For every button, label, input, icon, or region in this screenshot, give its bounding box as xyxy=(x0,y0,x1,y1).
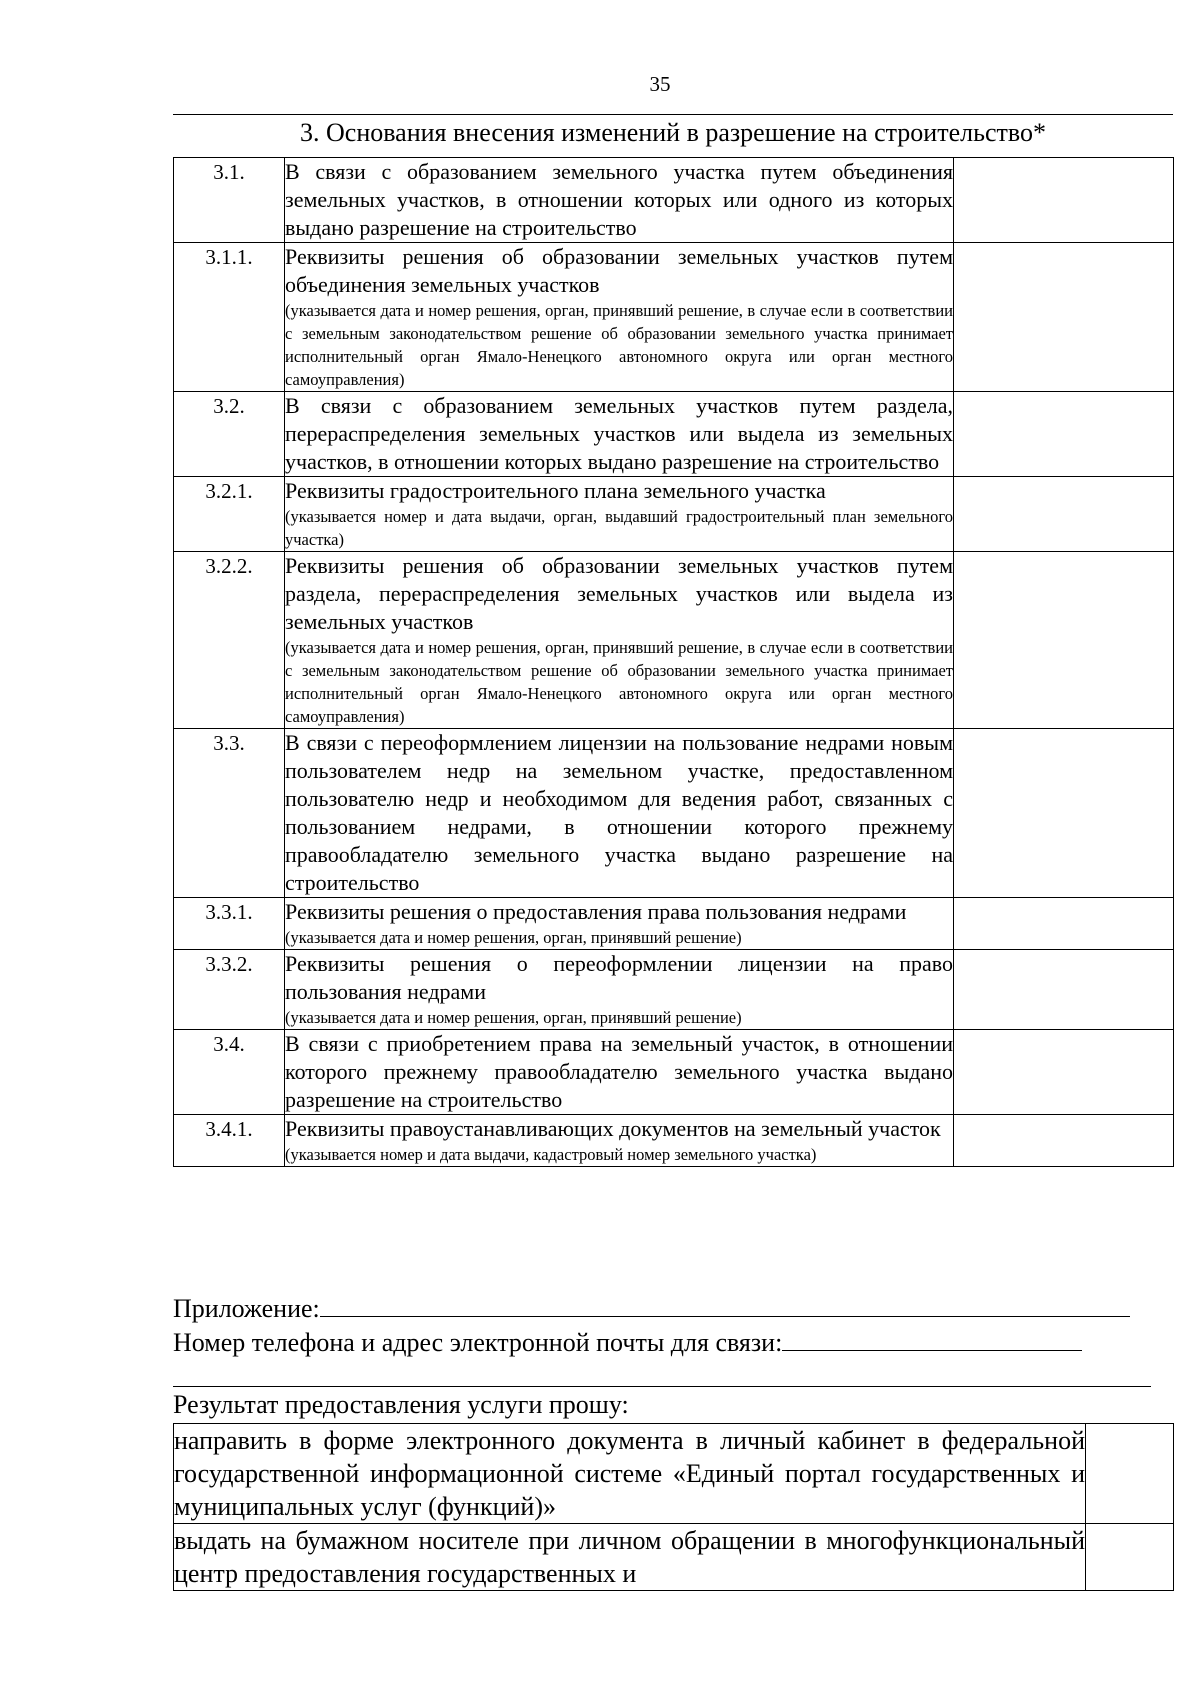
result-option-row xyxy=(174,1524,1174,1591)
basis-row-value-field[interactable] xyxy=(954,950,1174,1030)
basis-row-description xyxy=(285,243,954,392)
basis-row xyxy=(174,477,1174,552)
basis-row-value-field[interactable] xyxy=(954,729,1174,898)
basis-row xyxy=(174,950,1174,1030)
basis-row-number: 3.3. xyxy=(174,729,285,898)
basis-row-note: (указывается дата и номер решения, орган, принявший решение) xyxy=(285,1008,742,1027)
basis-row-text: Реквизиты решения об образовании земельных участков путем раздела, перераспределения земельных участков или выдела из земельных участков xyxy=(285,553,953,634)
basis-row-description xyxy=(285,950,954,1030)
basis-row xyxy=(174,729,1174,898)
contact-label: Номер телефона и адрес электронной почты для связи: xyxy=(173,1328,783,1357)
basis-row-text: Реквизиты решения о переоформлении лицензии на право пользования недрами xyxy=(285,951,953,1004)
basis-row-text: Реквизиты градостроительного плана земельного участка xyxy=(285,478,826,503)
basis-row xyxy=(174,158,1174,243)
basis-row-note: (указывается дата и номер решения, орган, принявший решение) xyxy=(285,928,742,947)
contact-field-continuation[interactable] xyxy=(173,1386,1151,1387)
basis-row-description xyxy=(285,1115,954,1167)
result-option-electronic-checkbox[interactable] xyxy=(1086,1424,1174,1524)
basis-row-description xyxy=(285,392,954,477)
basis-row-value-field[interactable] xyxy=(954,552,1174,729)
basis-row-note: (указывается дата и номер решения, орган, принявший решение, в случае если в соответствии с земельным законодательством решение об образовании земельного участка принимает исполнительный орган Ямало-Ненецкого автономного округа или орган местного самоуправления) xyxy=(285,301,953,389)
basis-row xyxy=(174,1115,1174,1167)
basis-row-number: 3.1.1. xyxy=(174,243,285,392)
basis-row-number: 3.3.1. xyxy=(174,898,285,950)
header-rule xyxy=(173,114,1173,115)
basis-row-description xyxy=(285,1030,954,1115)
basis-row-text: Реквизиты решения о предоставления права пользования недрами xyxy=(285,899,907,924)
basis-table xyxy=(173,157,1174,1167)
basis-row-value-field[interactable] xyxy=(954,1115,1174,1167)
basis-row xyxy=(174,243,1174,392)
basis-row-text: В связи с переоформлением лицензии на пользование недрами новым пользователем недр на земельном участке, предоставленном пользователю недр и необходимом для ведения работ, связанных с пользованием недрами, в отношении которого прежнему правообладателю земельного участка выдано разрешение на строительство xyxy=(285,730,953,895)
basis-row-text: Реквизиты правоустанавливающих документов на земельный участок xyxy=(285,1116,941,1141)
basis-row xyxy=(174,392,1174,477)
basis-row-number: 3.2.2. xyxy=(174,552,285,729)
basis-row-description xyxy=(285,552,954,729)
result-label: Результат предоставления услуги прошу: xyxy=(173,1390,629,1419)
appendix-field[interactable] xyxy=(320,1292,1130,1317)
basis-row-number: 3.2.1. xyxy=(174,477,285,552)
basis-row-description xyxy=(285,729,954,898)
basis-row-description xyxy=(285,158,954,243)
basis-row-number: 3.4. xyxy=(174,1030,285,1115)
basis-row-text: В связи с приобретением права на земельный участок, в отношении которого прежнему правообладателю земельного участка выдано разрешение на строительство xyxy=(285,1031,953,1112)
basis-row-note: (указывается дата и номер решения, орган, принявший решение, в случае если в соответствии с земельным законодательством решение об образовании земельного участка принимает исполнительный орган Ямало-Ненецкого автономного округа или орган местного самоуправления) xyxy=(285,638,953,726)
result-option-row xyxy=(174,1424,1174,1524)
basis-row xyxy=(174,898,1174,950)
basis-row-value-field[interactable] xyxy=(954,477,1174,552)
basis-row-note: (указывается номер и дата выдачи, орган, выдавший градостроительный план земельного участка) xyxy=(285,507,953,549)
result-option-paper-checkbox[interactable] xyxy=(1086,1524,1174,1591)
appendix-label: Приложение: xyxy=(173,1294,320,1323)
section-title: 3. Основания внесения изменений в разрешение на строительство* xyxy=(300,118,1046,147)
result-options-table xyxy=(173,1423,1174,1591)
contact-line xyxy=(173,1326,1082,1358)
page-number: 35 xyxy=(649,72,671,96)
result-option-paper: выдать на бумажном носителе при личном обращении в многофункциональный центр предоставления государственных и xyxy=(174,1524,1086,1591)
basis-row xyxy=(174,552,1174,729)
basis-row-number: 3.2. xyxy=(174,392,285,477)
basis-row-number: 3.4.1. xyxy=(174,1115,285,1167)
basis-row-value-field[interactable] xyxy=(954,392,1174,477)
result-option-electronic: направить в форме электронного документа в личный кабинет в федеральной государственной информационной системе «Единый портал государственных и муниципальных услуг (функций)» xyxy=(174,1424,1086,1524)
basis-row-text: В связи с образованием земельного участка путем объединения земельных участков, в отношении которых или одного из которых выдано разрешение на строительство xyxy=(285,159,953,240)
basis-row-description xyxy=(285,898,954,950)
basis-row-value-field[interactable] xyxy=(954,898,1174,950)
basis-row xyxy=(174,1030,1174,1115)
basis-row-note: (указывается номер и дата выдачи, кадастровый номер земельного участка) xyxy=(285,1145,817,1164)
basis-row-number: 3.3.2. xyxy=(174,950,285,1030)
appendix-line xyxy=(173,1292,1130,1324)
basis-row-value-field[interactable] xyxy=(954,1030,1174,1115)
basis-row-text: Реквизиты решения об образовании земельных участков путем объединения земельных участков xyxy=(285,244,953,297)
basis-row-number: 3.1. xyxy=(174,158,285,243)
basis-row-description xyxy=(285,477,954,552)
basis-row-text: В связи с образованием земельных участков путем раздела, перераспределения земельных участков или выдела из земельных участков, в отношении которых выдано разрешение на строительство xyxy=(285,393,953,474)
basis-row-value-field[interactable] xyxy=(954,243,1174,392)
contact-field[interactable] xyxy=(782,1326,1082,1351)
basis-row-value-field[interactable] xyxy=(954,158,1174,243)
